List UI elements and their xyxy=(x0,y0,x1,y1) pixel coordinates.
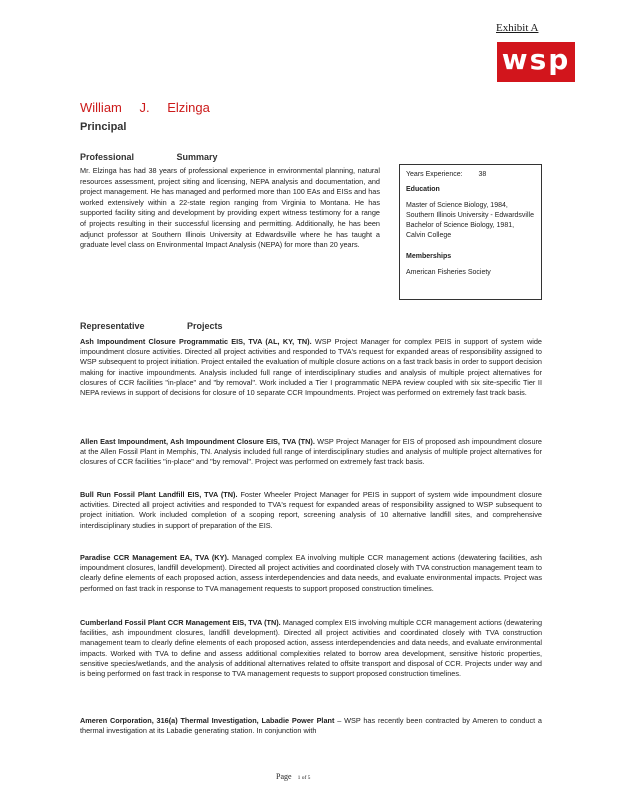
projects-heading: Representative Projects xyxy=(80,321,223,331)
wsp-logo xyxy=(497,42,575,82)
years-value: 38 xyxy=(478,171,487,178)
page-number: 1 of 5 xyxy=(297,775,311,781)
membership-item: American Fisheries Society xyxy=(406,269,491,276)
logo-wordmark: wsp xyxy=(501,43,571,76)
page-footer xyxy=(276,772,310,781)
project-body: WSP Project Manager for EIS of proposed ash impoundment closure at the Allen Fossil Plant in Memphis, TN. Analysis included full range of interdisciplinary studies and analysis of multiple project alternatives for closures of CCR facilities "in-place" and "by removal". Project was performed on extremely fast track basis. xyxy=(80,437,542,467)
project-title: Ash Impoundment Closure Programmatic EIS, TVA (AL, KY, TN). xyxy=(80,337,312,346)
education-item: Bachelor of Science Biology, 1981, Calvin College xyxy=(406,222,515,239)
project-entry xyxy=(80,437,542,468)
page-label: Page xyxy=(276,772,292,781)
project-title: Bull Run Fossil Plant Landfill EIS, TVA (TN). xyxy=(80,490,238,499)
exhibit-label: Exhibit A xyxy=(496,22,539,34)
project-entry xyxy=(80,553,542,594)
person-name: William J. Elzinga xyxy=(80,100,210,115)
project-title: Cumberland Fossil Plant CCR Management EIS, TVA (TN). xyxy=(80,618,281,627)
memberships-heading: Memberships xyxy=(406,253,452,260)
credentials-box xyxy=(399,164,542,300)
project-title: Ameren Corporation, 316(a) Thermal Investigation, Labadie Power Plant xyxy=(80,716,335,725)
project-body: Managed complex EIS involving multiple CCR management actions (dewatering facilities, ash impoundment closures, landfill development). Directed all project activities and coordinated closely with TVA construction management team to clearly define elements of each proposed action, assess interdependencies and data needs, and evaluate environmental impacts. Worked with TVA to define and assess additional complexities related to borrow area development, sensitive historic properties, sensitive species/wetlands, and the analysis of additional alternatives related to offsite transport and disposal of CCR. Projects under way and is being performed on fast track in response to TVA management requests to support proposed construction timelines. xyxy=(80,618,543,679)
person-title: Principal xyxy=(80,121,127,133)
project-entry xyxy=(80,716,542,736)
project-entry xyxy=(80,337,542,398)
project-title: Paradise CCR Management EA, TVA (KY). xyxy=(80,553,229,562)
project-entry xyxy=(80,618,542,679)
project-body: – WSP has recently been contracted by Ameren to conduct a thermal investigation at its Labadie generating station. In conjunction with xyxy=(80,716,542,736)
summary-text: Mr. Elzinga has had 38 years of professional experience in environmental planning, natural resources assessment, project siting and licensing, NEPA analysis and documentation, and project management. He has managed and performed more than 100 EAs and EISs and has worked extensively within a 22-state region ranging from Virginia to Montana. He has supported facility siting and development by providing expert witness testimony for a range of projects resulting in their successful licensing and permitting. Additionally, he has been adjunct professor at Southern Illinois University at Edwardsville where he has taught a graduate level class on Environmental Impact Analysis (NEPA) for more than 20 years. xyxy=(80,166,380,250)
years-experience xyxy=(406,170,535,180)
project-body: WSP Project Manager for complex PEIS in support of system wide impoundment closure activities. Directed all project activities and responded to TVA's request for expanded areas of responsibility assigned to WSP subsequent to project initiation. Project entailed the evaluation of multiple closure actions on a fast track basis in order to support decision making for inactive impoundments. Analysis included full range of interdisciplinary studies and analysis of multiple project alternatives for closures of CCR facilities "in-place" and "by removal". Work included a Tier I programmatic NEPA review coupled with six site-specific Tier II NEPA reviews in support of decisions for closure of 10 separate CCR Impoundments. Project was performed on extremely fast track basis. xyxy=(80,337,542,398)
summary-heading: Professional Summary xyxy=(80,152,218,162)
education-item: Master of Science Biology, 1984, Southern Illinois University - Edwardsville xyxy=(406,202,534,219)
years-label: Years Experience: xyxy=(406,171,463,178)
project-title: Allen East Impoundment, Ash Impoundment Closure EIS, TVA (TN). xyxy=(80,437,315,446)
project-body: Foster Wheeler Project Manager for PEIS in support of system wide impoundment closure activities. Directed all project activities and responded to TVA's request for expanded areas of responsibility assigned to WSP subsequent to project initiation. Work included completion of a scoping report, screening analysis of 10 alternative landfill sites, and comprehensive interdisciplinary studies in support of preparation of the EIS. xyxy=(80,490,542,530)
education-heading: Education xyxy=(406,186,440,193)
project-entry xyxy=(80,490,542,531)
project-body: Managed complex EA involving multiple CCR management actions (dewatering facilities, ash impoundment closures, landfill development). Directed all project activities and coordinated closely with TVA construction management team to clearly define elements of each proposed action, assess interdependencies and data needs, and evaluate environmental impacts. Project was performed on fast track in response to TVA management requests to support proposed construction timelines. xyxy=(80,553,542,593)
